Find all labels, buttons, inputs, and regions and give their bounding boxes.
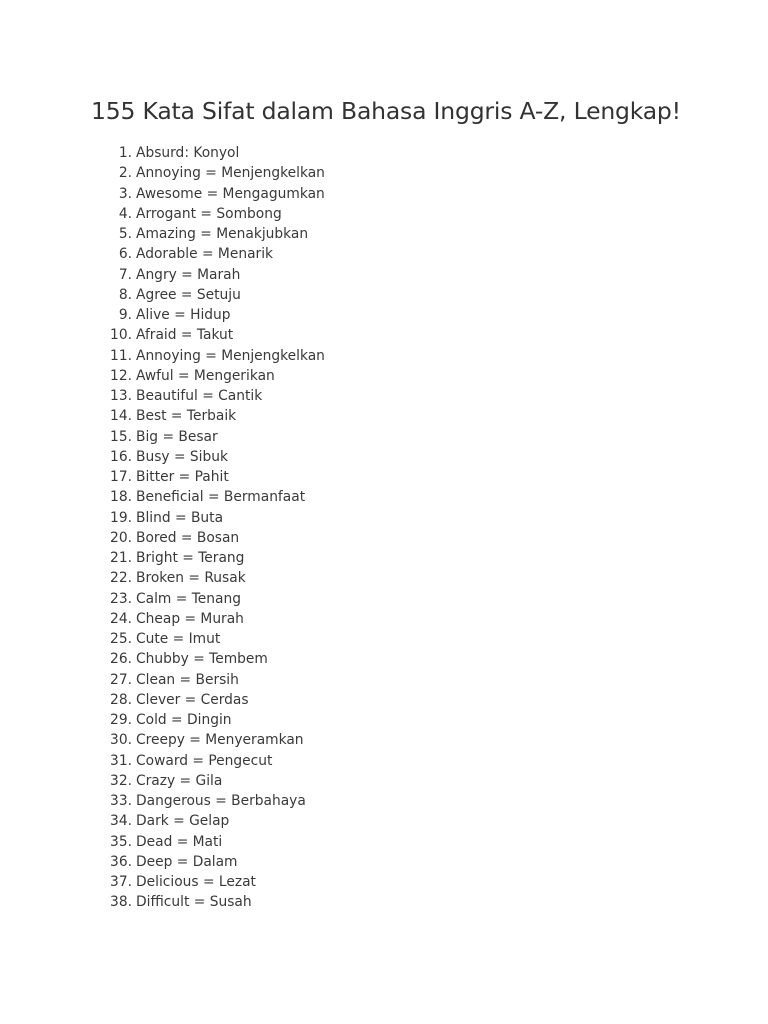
- list-item-text: Clean = Bersih: [136, 671, 239, 688]
- list-item-text: Dead = Mati: [136, 833, 223, 850]
- list-item-number: 23.: [110, 590, 132, 607]
- list-item-text: Absurd: Konyol: [136, 145, 240, 161]
- list-item-text: Agree = Setuju: [136, 286, 241, 303]
- list-item-number: 35.: [110, 833, 132, 850]
- list-item-number: 28.: [110, 691, 132, 708]
- list-item-number: 3.: [118, 185, 132, 202]
- list-item-number: 34.: [110, 813, 132, 830]
- list-item-number: 10.: [110, 327, 132, 344]
- list-item-number: 13.: [110, 388, 132, 404]
- list-item-text: Afraid = Takut: [136, 327, 234, 344]
- list-item-number: 24.: [110, 610, 132, 627]
- list-item-text: Busy = Sibuk: [136, 448, 228, 465]
- list-item-text: Awful = Mengerikan: [136, 367, 275, 384]
- list-item-number: 14.: [110, 408, 132, 425]
- list-item-text: Cute = Imut: [136, 631, 221, 647]
- list-item-text: Clever = Cerdas: [136, 691, 249, 708]
- list-item-text: Calm = Tenang: [136, 590, 241, 607]
- list-item-number: 25.: [110, 631, 132, 647]
- list-item-text: Coward = Pengecut: [136, 752, 273, 769]
- list-item-text: Big = Besar: [136, 428, 218, 445]
- list-item-text: Annoying = Menjengkelkan: [136, 347, 325, 364]
- list-item-number: 9.: [118, 307, 132, 323]
- list-item-number: 29.: [110, 712, 132, 728]
- list-item-text: Creepy = Menyeramkan: [136, 732, 304, 749]
- list-item-number: 31.: [110, 752, 132, 769]
- list-item-text: Difficult = Susah: [136, 894, 252, 911]
- list-item-number: 7.: [118, 266, 132, 283]
- list-item-number: 16.: [110, 448, 132, 465]
- list-item-number: 11.: [110, 347, 132, 364]
- list-item-text: Delicious = Lezat: [136, 874, 256, 890]
- list-item-number: 38.: [110, 894, 132, 911]
- list-item-text: Awesome = Mengagumkan: [136, 185, 325, 202]
- list-item-number: 27.: [110, 671, 132, 688]
- list-item-text: Dangerous = Berbahaya: [136, 793, 306, 809]
- list-item-number: 33.: [110, 793, 132, 809]
- list-item-number: 26.: [110, 651, 132, 668]
- list-item-text: Arrogant = Sombong: [136, 205, 282, 222]
- list-item-number: 36.: [110, 853, 132, 870]
- list-item-number: 4.: [118, 205, 132, 222]
- page-title: 155 Kata Sifat dalam Bahasa Inggris A-Z, Lengkap!: [91, 97, 681, 125]
- list-item-text: Deep = Dalam: [136, 853, 238, 870]
- list-item-number: 37.: [110, 874, 132, 890]
- list-item-number: 21.: [110, 550, 132, 566]
- list-item-number: 17.: [110, 469, 132, 485]
- list-item-text: Angry = Marah: [136, 266, 241, 283]
- list-item-text: Beautiful = Cantik: [136, 388, 263, 404]
- list-item-number: 15.: [110, 428, 132, 445]
- list-item-text: Amazing = Menakjubkan: [136, 226, 309, 242]
- list-item-text: Blind = Buta: [136, 509, 224, 526]
- list-item-text: Cheap = Murah: [136, 610, 244, 627]
- list-item-number: 19.: [110, 509, 132, 526]
- list-item-text: Chubby = Tembem: [136, 651, 268, 668]
- list-item-text: Cold = Dingin: [136, 712, 232, 728]
- list-item-number: 20.: [110, 529, 132, 546]
- list-item-text: Broken = Rusak: [136, 570, 246, 587]
- list-item-text: Crazy = Gila: [136, 772, 223, 789]
- list-item-number: 18.: [110, 489, 132, 506]
- list-item-number: 6.: [118, 246, 132, 263]
- list-item-number: 12.: [110, 367, 132, 384]
- list-item-text: Adorable = Menarik: [136, 246, 274, 263]
- list-item-number: 5.: [118, 226, 132, 242]
- list-item-number: 30.: [110, 732, 132, 749]
- list-item-text: Bright = Terang: [136, 550, 245, 566]
- list-item-text: Beneficial = Bermanfaat: [136, 489, 306, 506]
- list-item-text: Dark = Gelap: [136, 813, 230, 830]
- list-item-text: Bored = Bosan: [136, 529, 240, 546]
- list-item-text: Alive = Hidup: [136, 307, 231, 323]
- list-item-number: 2.: [118, 165, 132, 182]
- list-item-text: Annoying = Menjengkelkan: [136, 165, 325, 182]
- list-item-number: 22.: [110, 570, 132, 587]
- list-item-number: 8.: [118, 286, 132, 303]
- list-item-text: Best = Terbaik: [136, 408, 237, 425]
- list-item-text: Bitter = Pahit: [136, 469, 229, 485]
- list-item-number: 1.: [118, 145, 132, 161]
- list-item-number: 32.: [110, 772, 132, 789]
